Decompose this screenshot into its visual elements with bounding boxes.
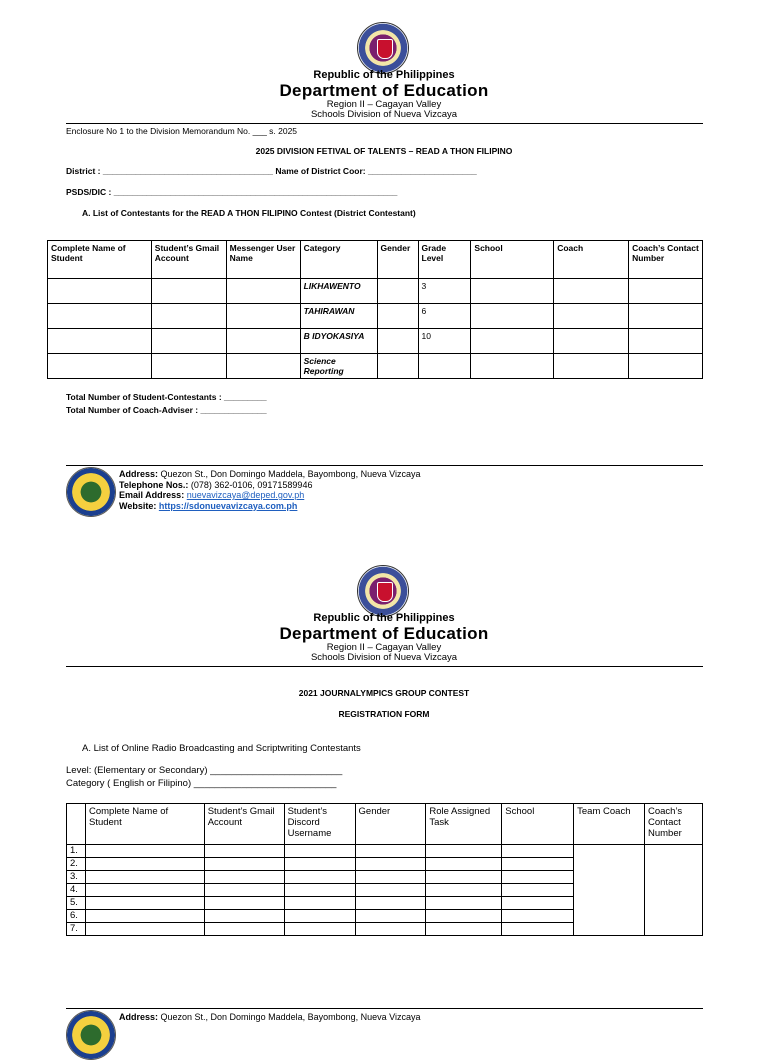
header-divider — [66, 666, 703, 667]
form-subtitle: REGISTRATION FORM — [338, 709, 430, 719]
region-text: Region II – Cagayan Valley — [326, 642, 442, 653]
division-text: Schools Division of Nueva Vizcaya — [310, 652, 458, 663]
section-a-heading: A. List of Contestants for the READ A THON FILIPINO Contest (District Contestant) — [82, 208, 416, 218]
column-header: Team Coach — [574, 804, 645, 845]
row-number: 3. — [67, 871, 86, 884]
email-link[interactable]: nuevavizcaya@deped.gov.ph — [186, 490, 305, 500]
total-coach-line: Total Number of Coach-Adviser : ______________ — [66, 405, 267, 415]
grade-cell: 6 — [418, 304, 471, 329]
row-number: 6. — [67, 910, 86, 923]
category-cell: B IDYOKASIYA — [300, 329, 377, 354]
registration-table — [66, 803, 703, 936]
contest-title: 2021 JOURNALYMPICS GROUP CONTEST — [298, 688, 470, 698]
district-line: District : ____________________________________ Name of District Coor: _______________________ — [66, 166, 477, 176]
table-header-row — [48, 241, 703, 279]
row-number: 7. — [67, 923, 86, 936]
column-header: Messenger User Name — [226, 241, 300, 279]
column-header: Role Assigned Task — [426, 804, 502, 845]
contestants-table — [47, 240, 703, 379]
column-header: School — [502, 804, 574, 845]
footer-divider — [66, 1008, 703, 1009]
column-header: School — [471, 241, 554, 279]
enclosure-text: Enclosure No 1 to the Division Memorandum No. ___ s. 2025 — [66, 126, 298, 136]
department-heading: Department of Education — [279, 81, 489, 100]
event-title: 2025 DIVISION FETIVAL OF TALENTS – READ A THON FILIPINO — [255, 146, 513, 156]
sdo-seal-icon — [66, 467, 116, 517]
table-row — [48, 304, 703, 329]
footer-divider — [66, 465, 703, 466]
table-row — [67, 845, 703, 858]
division-text: Schools Division of Nueva Vizcaya — [310, 109, 458, 120]
department-heading: Department of Education — [279, 624, 489, 643]
category-cell: LIKHAWENTO — [300, 279, 377, 304]
category-line: Category ( English or Filipino) ___________________________ — [66, 778, 337, 789]
republic-heading: Republic of the Philippines — [313, 69, 455, 81]
column-header: Student’s Discord Username — [284, 804, 355, 845]
psds-line: PSDS/DIC : ____________________________________________________________ — [66, 187, 398, 197]
column-header: Gender — [377, 241, 418, 279]
republic-heading: Republic of the Philippines — [313, 612, 455, 624]
team-coach-cell[interactable] — [574, 845, 645, 936]
grade-cell: 3 — [418, 279, 471, 304]
level-line: Level: (Elementary or Secondary) _________________________ — [66, 765, 343, 776]
column-header: Grade Level — [418, 241, 471, 279]
website-link[interactable]: https://sdonuevavizcaya.com.ph — [158, 500, 298, 511]
table-row — [48, 354, 703, 379]
row-number: 2. — [67, 858, 86, 871]
column-header: Coach’s Contact Number — [645, 804, 703, 845]
category-cell: Science Reporting — [300, 354, 377, 379]
row-number: 4. — [67, 884, 86, 897]
column-header: Coach — [554, 241, 629, 279]
column-header: Complete Name of Student — [48, 241, 152, 279]
deped-seal-icon — [357, 565, 409, 617]
table-row — [48, 279, 703, 304]
column-header: Category — [300, 241, 377, 279]
column-header: Gender — [355, 804, 426, 845]
footer-contact: Address: Quezon St., Don Domingo Maddela, Bayombong, Nueva Vizcaya — [119, 1012, 421, 1022]
footer-contact: Address: Quezon St., Don Domingo Maddela, Bayombong, Nueva Vizcaya Telephone Nos.: (078) 362-0106, 09171589946 Email Address: nuevavizcaya@deped.gov.ph Website: https://sdonuevavizcaya.com.ph — [119, 469, 421, 511]
region-text: Region II – Cagayan Valley — [326, 99, 442, 110]
section-a-heading: A. List of Online Radio Broadcasting and Scriptwriting Contestants — [82, 743, 361, 754]
grade-cell — [418, 354, 471, 379]
row-number: 1. — [67, 845, 86, 858]
header-divider — [66, 123, 703, 124]
total-students-line: Total Number of Student-Contestants : _________ — [66, 392, 267, 402]
category-cell: TAHIRAWAN — [300, 304, 377, 329]
column-header: Student’s Gmail Account — [151, 241, 226, 279]
column-header: Student’s Gmail Account — [204, 804, 284, 845]
table-row — [48, 329, 703, 354]
column-header: Coach’s Contact Number — [629, 241, 703, 279]
coach-contact-cell[interactable] — [645, 845, 703, 936]
table-header-row — [67, 804, 703, 845]
grade-cell: 10 — [418, 329, 471, 354]
deped-seal-icon — [357, 22, 409, 74]
row-number: 5. — [67, 897, 86, 910]
sdo-seal-icon — [66, 1010, 116, 1060]
column-header: Complete Name of Student — [85, 804, 204, 845]
